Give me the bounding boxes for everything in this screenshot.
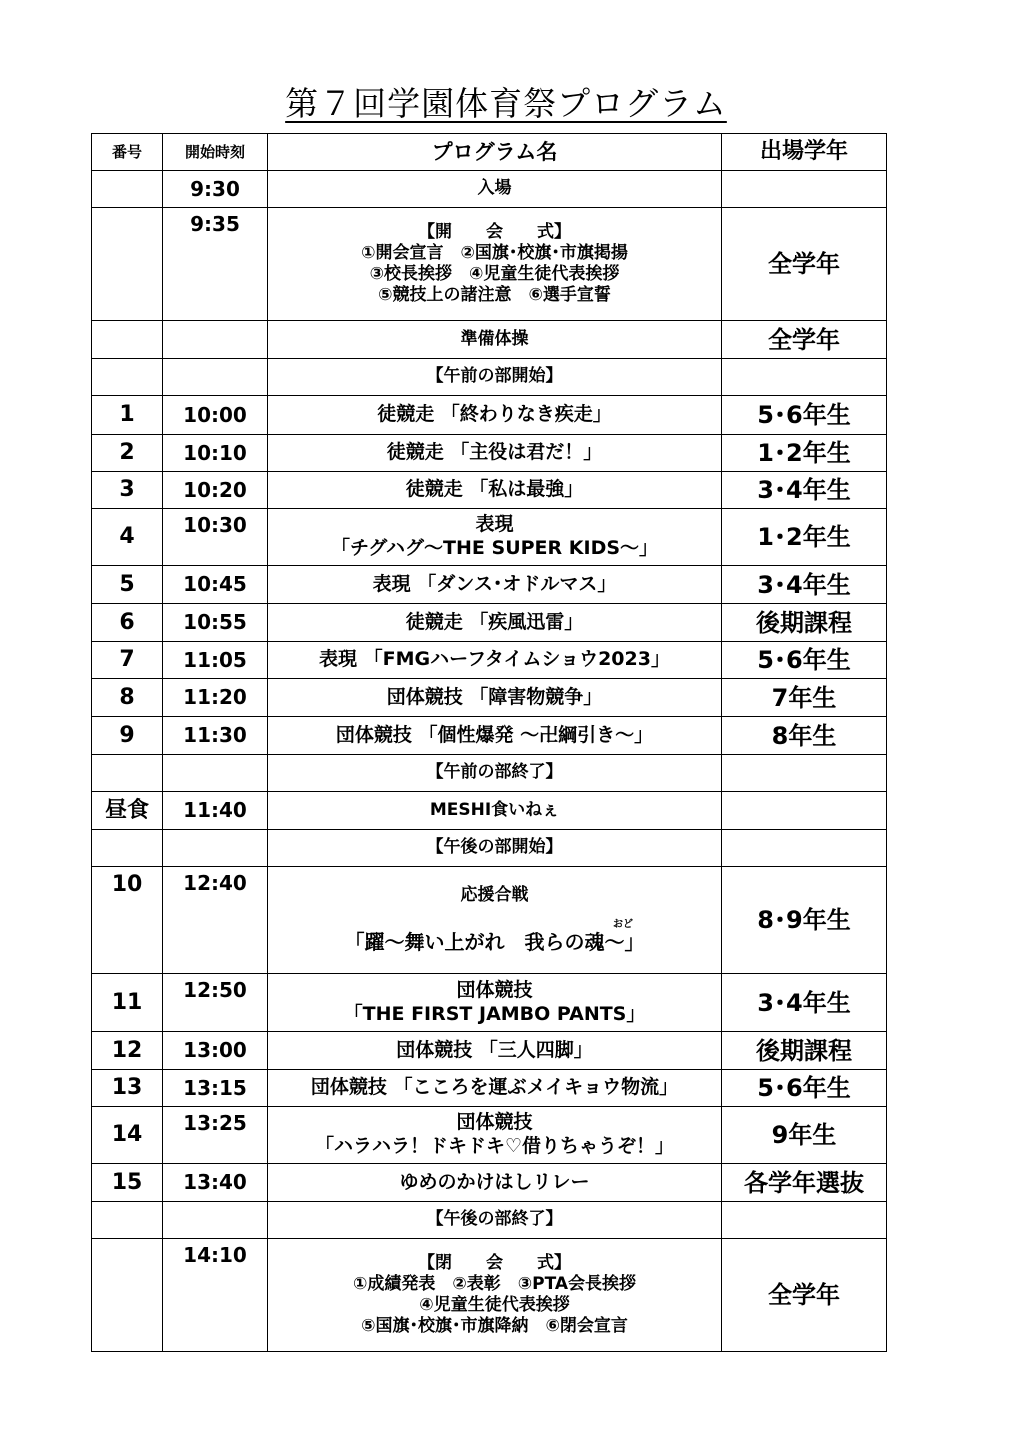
program-name bbox=[268, 396, 722, 435]
grade: 5･6年生 bbox=[722, 1070, 887, 1107]
row-number bbox=[92, 321, 163, 359]
table-row bbox=[92, 1070, 887, 1107]
table-row bbox=[92, 974, 887, 1032]
program-name bbox=[268, 1070, 722, 1107]
start-time: 13:40 bbox=[163, 1164, 268, 1202]
start-time: 10:55 bbox=[163, 604, 268, 642]
program-name bbox=[268, 604, 722, 642]
table-row bbox=[92, 435, 887, 472]
row-number: 13 bbox=[92, 1070, 163, 1107]
program-name bbox=[268, 1202, 722, 1239]
grade: 7年生 bbox=[722, 679, 887, 717]
table-row bbox=[92, 642, 887, 679]
start-time bbox=[163, 321, 268, 359]
start-time: 10:45 bbox=[163, 566, 268, 604]
program-line: ゆめのかけはしリレー bbox=[399, 1170, 590, 1193]
program-line: 表現 bbox=[475, 513, 514, 536]
header-time: 開始時刻 bbox=[163, 134, 268, 171]
grade bbox=[722, 830, 887, 867]
grade: 3･4年生 bbox=[722, 974, 887, 1032]
program-name bbox=[268, 867, 722, 974]
start-time: 13:15 bbox=[163, 1070, 268, 1107]
program-rows bbox=[92, 171, 887, 1352]
row-number: 8 bbox=[92, 679, 163, 717]
program-line: 表現 「ダンス･オドルマス」 bbox=[372, 572, 617, 595]
row-number bbox=[92, 359, 163, 396]
table-row bbox=[92, 679, 887, 717]
start-time bbox=[163, 755, 268, 792]
program-line: 応援合戦 bbox=[460, 884, 529, 905]
program-line: ③校長挨拶 ④児童生徒代表挨拶 bbox=[369, 264, 620, 284]
table-row bbox=[92, 1107, 887, 1164]
start-time: 10:10 bbox=[163, 435, 268, 472]
program-name bbox=[268, 1107, 722, 1164]
row-number bbox=[92, 171, 163, 208]
grade bbox=[722, 171, 887, 208]
start-time: 11:30 bbox=[163, 717, 268, 755]
start-time: 12:50 bbox=[163, 974, 268, 1032]
program-line: 「ハラハラ！ドキドキ♡借りちゃうぞ！」 bbox=[314, 1135, 675, 1157]
table-row bbox=[92, 604, 887, 642]
program-line: 団体競技 「三人四脚」 bbox=[396, 1038, 593, 1061]
start-time: 11:05 bbox=[163, 642, 268, 679]
grade: 全学年 bbox=[722, 208, 887, 321]
program-name bbox=[268, 974, 722, 1032]
start-time: 13:25 bbox=[163, 1107, 268, 1164]
table-row bbox=[92, 396, 887, 435]
start-time: 13:00 bbox=[163, 1032, 268, 1070]
start-time: 10:00 bbox=[163, 396, 268, 435]
program-name bbox=[268, 717, 722, 755]
program-line: 徒競走 「終わりなき疾走」 bbox=[377, 403, 612, 426]
grade: 後期課程 bbox=[722, 604, 887, 642]
row-number bbox=[92, 1239, 163, 1352]
grade: 全学年 bbox=[722, 321, 887, 359]
grade: 後期課程 bbox=[722, 1032, 887, 1070]
row-number: 12 bbox=[92, 1032, 163, 1070]
program-line: ④児童生徒代表挨拶 bbox=[419, 1295, 570, 1315]
grade: 1･2年生 bbox=[722, 435, 887, 472]
table-row bbox=[92, 509, 887, 566]
row-number: 2 bbox=[92, 435, 163, 472]
grade: 3･4年生 bbox=[722, 566, 887, 604]
program-line: ①成績発表 ②表彰 ③PTA会長挨拶 bbox=[352, 1273, 637, 1294]
program-name bbox=[268, 1032, 722, 1070]
program-line: 【閉 会 式】 bbox=[418, 1252, 571, 1273]
row-number: 10 bbox=[92, 867, 163, 974]
program-line: 【午後の部開始】 bbox=[426, 837, 563, 858]
row-number bbox=[92, 208, 163, 321]
program-name bbox=[268, 830, 722, 867]
grade bbox=[722, 792, 887, 830]
grade: 5･6年生 bbox=[722, 642, 887, 679]
program-name bbox=[268, 1164, 722, 1202]
start-time: 10:20 bbox=[163, 472, 268, 509]
program-line: ⑤競技上の諸注意 ⑥選手宣誓 bbox=[378, 285, 611, 306]
program-line: 団体競技 「こころを運ぶメイキョウ物流」 bbox=[310, 1076, 679, 1099]
table-row bbox=[92, 321, 887, 359]
row-number: 11 bbox=[92, 974, 163, 1032]
program-line: 徒競走 「私は最強」 bbox=[405, 478, 584, 501]
row-number: 昼食 bbox=[92, 792, 163, 830]
row-number: 15 bbox=[92, 1164, 163, 1202]
row-number bbox=[92, 755, 163, 792]
table-row bbox=[92, 755, 887, 792]
grade: 全学年 bbox=[722, 1239, 887, 1352]
table-row bbox=[92, 867, 887, 974]
table-row bbox=[92, 1239, 887, 1352]
table-row bbox=[92, 208, 887, 321]
grade: 8･9年生 bbox=[722, 867, 887, 974]
grade: 3･4年生 bbox=[722, 472, 887, 509]
header-grade: 出場学年 bbox=[722, 134, 887, 171]
program-line: 「チグハグ～THE SUPER KIDS～」 bbox=[330, 537, 659, 559]
program-line: 表現 「FMGハーフタイムショウ2023」 bbox=[319, 648, 670, 671]
program-line: 徒競走 「疾風迅雷」 bbox=[405, 610, 584, 633]
program-name bbox=[268, 1239, 722, 1352]
start-time bbox=[163, 830, 268, 867]
program-name bbox=[268, 679, 722, 717]
program-name bbox=[268, 642, 722, 679]
table-row bbox=[92, 171, 887, 208]
program-line: 「躍～舞い上がれ 我らの魂～」 bbox=[344, 930, 645, 955]
program-line: 「THE FIRST JAMBO PANTS」 bbox=[343, 1002, 646, 1025]
table-row bbox=[92, 792, 887, 830]
program-line: 団体競技 bbox=[456, 978, 533, 1001]
program-table bbox=[91, 133, 887, 1352]
table-row bbox=[92, 472, 887, 509]
furigana: おど bbox=[613, 919, 633, 931]
grade: 1･2年生 bbox=[722, 509, 887, 566]
grade: 8年生 bbox=[722, 717, 887, 755]
table-row bbox=[92, 830, 887, 867]
program-line: MESHI食いねぇ bbox=[429, 799, 560, 820]
program-line: 【開 会 式】 bbox=[418, 221, 571, 242]
table-row bbox=[92, 359, 887, 396]
start-time: 12:40 bbox=[163, 867, 268, 974]
grade: 9年生 bbox=[722, 1107, 887, 1164]
program-line: 準備体操 bbox=[460, 328, 529, 349]
program-line: 【午前の部終了】 bbox=[426, 762, 563, 783]
row-number bbox=[92, 1202, 163, 1239]
program-name bbox=[268, 509, 722, 566]
row-number: 6 bbox=[92, 604, 163, 642]
row-number bbox=[92, 830, 163, 867]
start-time bbox=[163, 1202, 268, 1239]
program-name bbox=[268, 472, 722, 509]
program-name bbox=[268, 435, 722, 472]
program-line: ①開会宣言 ②国旗･校旗･市旗掲揚 bbox=[361, 242, 628, 263]
row-number: 7 bbox=[92, 642, 163, 679]
table-row bbox=[92, 1202, 887, 1239]
grade bbox=[722, 755, 887, 792]
start-time bbox=[163, 359, 268, 396]
grade: 5･6年生 bbox=[722, 396, 887, 435]
program-line: ⑤国旗･校旗･市旗降納 ⑥閉会宣言 bbox=[361, 1316, 628, 1337]
row-number: 9 bbox=[92, 717, 163, 755]
header-num: 番号 bbox=[92, 134, 163, 171]
program-line: 団体競技 「個性爆発 ～卍綱引き～」 bbox=[335, 723, 654, 746]
program-line: 団体競技 bbox=[456, 1111, 533, 1134]
program-line: 入場 bbox=[477, 178, 512, 199]
row-number: 3 bbox=[92, 472, 163, 509]
program-line: 【午前の部開始】 bbox=[426, 366, 563, 387]
start-time: 11:40 bbox=[163, 792, 268, 830]
program-name bbox=[268, 171, 722, 208]
program-name bbox=[268, 208, 722, 321]
start-time: 14:10 bbox=[163, 1239, 268, 1352]
header-row bbox=[92, 134, 887, 171]
table-row bbox=[92, 1164, 887, 1202]
start-time: 10:30 bbox=[163, 509, 268, 566]
table-row bbox=[92, 566, 887, 604]
program-line: 【午後の部終了】 bbox=[426, 1209, 563, 1230]
header-program: プログラム名 bbox=[268, 134, 722, 171]
start-time: 11:20 bbox=[163, 679, 268, 717]
start-time: 9:30 bbox=[163, 171, 268, 208]
page-title: 第７回学園体育祭プログラム bbox=[285, 84, 727, 123]
program-name bbox=[268, 321, 722, 359]
row-number: 4 bbox=[92, 509, 163, 566]
start-time: 9:35 bbox=[163, 208, 268, 321]
program-name bbox=[268, 359, 722, 396]
program-name bbox=[268, 792, 722, 830]
row-number: 5 bbox=[92, 566, 163, 604]
program-line: 徒競走 「主役は君だ！」 bbox=[386, 441, 603, 464]
program-line: 団体競技 「障害物競争」 bbox=[386, 685, 603, 708]
program-name bbox=[268, 566, 722, 604]
grade bbox=[722, 359, 887, 396]
table-row bbox=[92, 717, 887, 755]
row-number: 14 bbox=[92, 1107, 163, 1164]
program-name bbox=[268, 755, 722, 792]
grade bbox=[722, 1202, 887, 1239]
table-row bbox=[92, 1032, 887, 1070]
row-number: 1 bbox=[92, 396, 163, 435]
grade: 各学年選抜 bbox=[722, 1164, 887, 1202]
